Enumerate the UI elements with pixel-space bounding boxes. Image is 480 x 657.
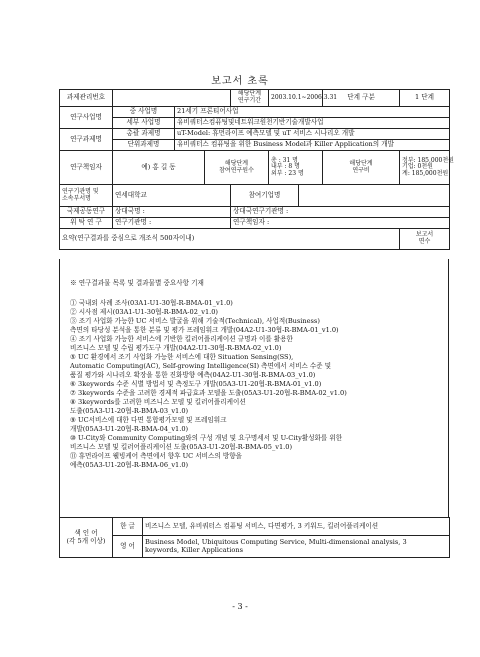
researchers-label: 해당단계 참여연구원수 [205,151,269,185]
cost-gov: 정부: 185,000천원 [402,156,454,164]
pi-label: 연구책임자 [60,151,113,185]
partner-value [299,185,450,207]
intl-label: 국제공동연구 [60,207,113,218]
korean-keywords-label: 한 글 [113,518,143,536]
summary-item: ⑤ UC 환경에서 조기 사업화 가능한 서비스에 대한 Situation Sensing(SS), [70,353,294,361]
summary-item: 비즈니스 모델 및 킬러어플리케이션 도출(05A3-U1-20협-R-BMA-05_v1.0) [70,443,293,451]
summary-item: ⑨ UC서비스에 대한 다면 통합평가모델 및 프레임워크 [70,416,227,424]
pages-label: 보고서 면수 [400,229,450,250]
english-keywords-line1: Business Model, Ubiquitous Computing Service, Multi-dimensional analysis, 3 [145,538,407,547]
researchers-internal: 내부 : 8 명 [271,163,300,171]
researchers-values [269,151,323,185]
summary-label: 요약(연구결과를 중심으로 개조식 500자이내) [60,229,400,250]
researchers-external: 외부 : 23 명 [271,169,304,177]
korean-keywords-value: 비즈니스 모델, 유비쿼터스 컴퓨팅 서비스, 다면평가, 3 키워드, 킬러어플리케이션 [143,518,450,536]
cost-corp: 기업: 0천원 [402,163,433,171]
project-no-value [113,90,231,107]
period-value: 2003.10.1~2006.3.31 [269,90,323,107]
cost-label: 해당단계 연구비 [323,151,400,185]
cost-sum: 계: 185,000천원 [402,169,449,177]
page-number: - 3 - [232,602,248,611]
keywords-label-line1: 색 인 어 [74,529,98,538]
unit-project-value: 유비쿼터스 컴퓨팅을 위한 Business Model과 Killer Application의 개발 [175,140,450,151]
summary-item: ⑧ 3keywords를 고려한 비즈니스 모델 및 킬러어플리케이션 [70,398,246,406]
summary-item: ⑦ 3keywords 수준을 고려한 경제적 파급효과 모델을 도출(05A3-U1-20협-R-BMA-02_v1.0) [70,389,347,397]
main-program-value: 21세기 프론티어사업 [175,107,450,118]
keywords-label [60,518,113,558]
program-group-label: 연구사업명 [60,107,113,129]
unit-project-label: 단위과제명 [113,140,175,151]
cost-values [400,151,454,185]
summary-note: ※ 연구결과물 목록 및 결과물별 중요사항 기재 [70,279,204,287]
summary-item: 개발(05A3-U1-20협-R-BMA-04_v1.0) [70,425,189,433]
summary-item: ④ 조기 사업화 가능한 서비스에 기반한 킬러어플리케이션 규명과 이를 활용한 [70,335,293,343]
outsourcing-pi-label: 연구책임자 : [231,218,450,229]
summary-item: ⑪ 휴먼라이프 웰빙케어 측면에서 향후 UC 서비스의 방향을 [70,452,242,460]
intl-counterpart-label: 상대국명 : [113,207,231,218]
stage-label: 단계 구분 [323,90,400,107]
keywords-table [59,517,450,558]
summary-item: Automatic Computing(AC), Self-growing Intelligence(SI) 측면에서 서비스 수준 및 [70,362,332,370]
english-keywords-line2: keywords, Killer Applications [145,545,243,554]
report-title: 보고서 초록 [211,76,269,87]
stage-value: 1 단계 [400,90,450,107]
report-info-table [59,89,454,250]
sub-program-value: 유비쿼터스컴퓨팅및네트워크원천기반기술개발사업 [175,118,450,129]
pi-value: 예) 홍 길 동 [113,151,205,185]
total-project-label: 총괄 과제명 [113,129,175,140]
institution-label: 연구기관명 및 소속부서명 [60,185,113,207]
english-keywords-label: 영 어 [113,536,143,558]
summary-item: 도출(05A3-U1-20협-R-BMA-03_v1.0) [70,407,189,415]
summary-item: ⑥ 3keywords 수준 식별 방법서 및 측정도구 개발(05A3-U1-20협-R-BMA-01_v1.0) [70,380,322,388]
summary-item: ③ 조기 사업화 가능한 UC 서비스 발굴을 위해 기술적(Technical), 사업적(Business) [70,317,320,325]
sub-program-label: 세부 사업명 [113,118,175,129]
summary-body [59,259,449,518]
summary-item: 비즈니스 모델 및 수립 평가도구 개발(04A2-U1-30협-R-BMA-02_v1.0) [70,344,282,352]
english-keywords-value [143,536,450,558]
summary-item-list [70,299,438,470]
total-project-value: uT-Model: 휴먼라이프 예측모델 및 uT 서비스 시나리오 개발 [175,129,450,140]
summary-item: ② 시사점 제시(03A1-U1-30협-R-BMA-02_v1.0) [70,308,218,316]
keywords-label-line2: (각 5개 이상) [66,536,106,545]
summary-item: ⑩ U-City와 Community Computing와의 구성 개념 및 요구명세서 및 U-City활성화를 위한 [70,434,343,442]
summary-item: 품질 평가와 시나리오 확장을 통한 진화방향 예측(04A2-U1-30협-R-BMA-03_v1.0) [70,371,316,379]
outsourcing-label: 위 탁 연 구 [60,218,113,229]
main-program-label: 중 사업명 [113,107,175,118]
period-label: 해당단계 연구기간 [231,90,269,107]
project-no-label: 과제관리번호 [60,90,113,107]
institution-value: 연세대학교 [113,185,231,207]
intl-counterpart-inst-label: 상대국연구기관명 : [231,207,450,218]
partner-label: 참여기업명 [231,185,299,207]
project-group-label: 연구과제명 [60,129,113,151]
researchers-total: 총 : 31 명 [271,156,298,164]
summary-item: 측면의 타당성 분석을 통한 분류 및 평가 프레임워크 개발(04A2-U1-30협-R-BMA-01_v1.0) [70,326,339,334]
summary-item: ① 국내외 사례 조사(03A1-U1-30협-R-BMA-01_v1.0) [70,299,233,307]
summary-item: 예측(05A3-U1-20협-R-BMA-06_v1.0) [70,461,189,469]
outsourcing-inst-label: 연구기관명 : [113,218,231,229]
